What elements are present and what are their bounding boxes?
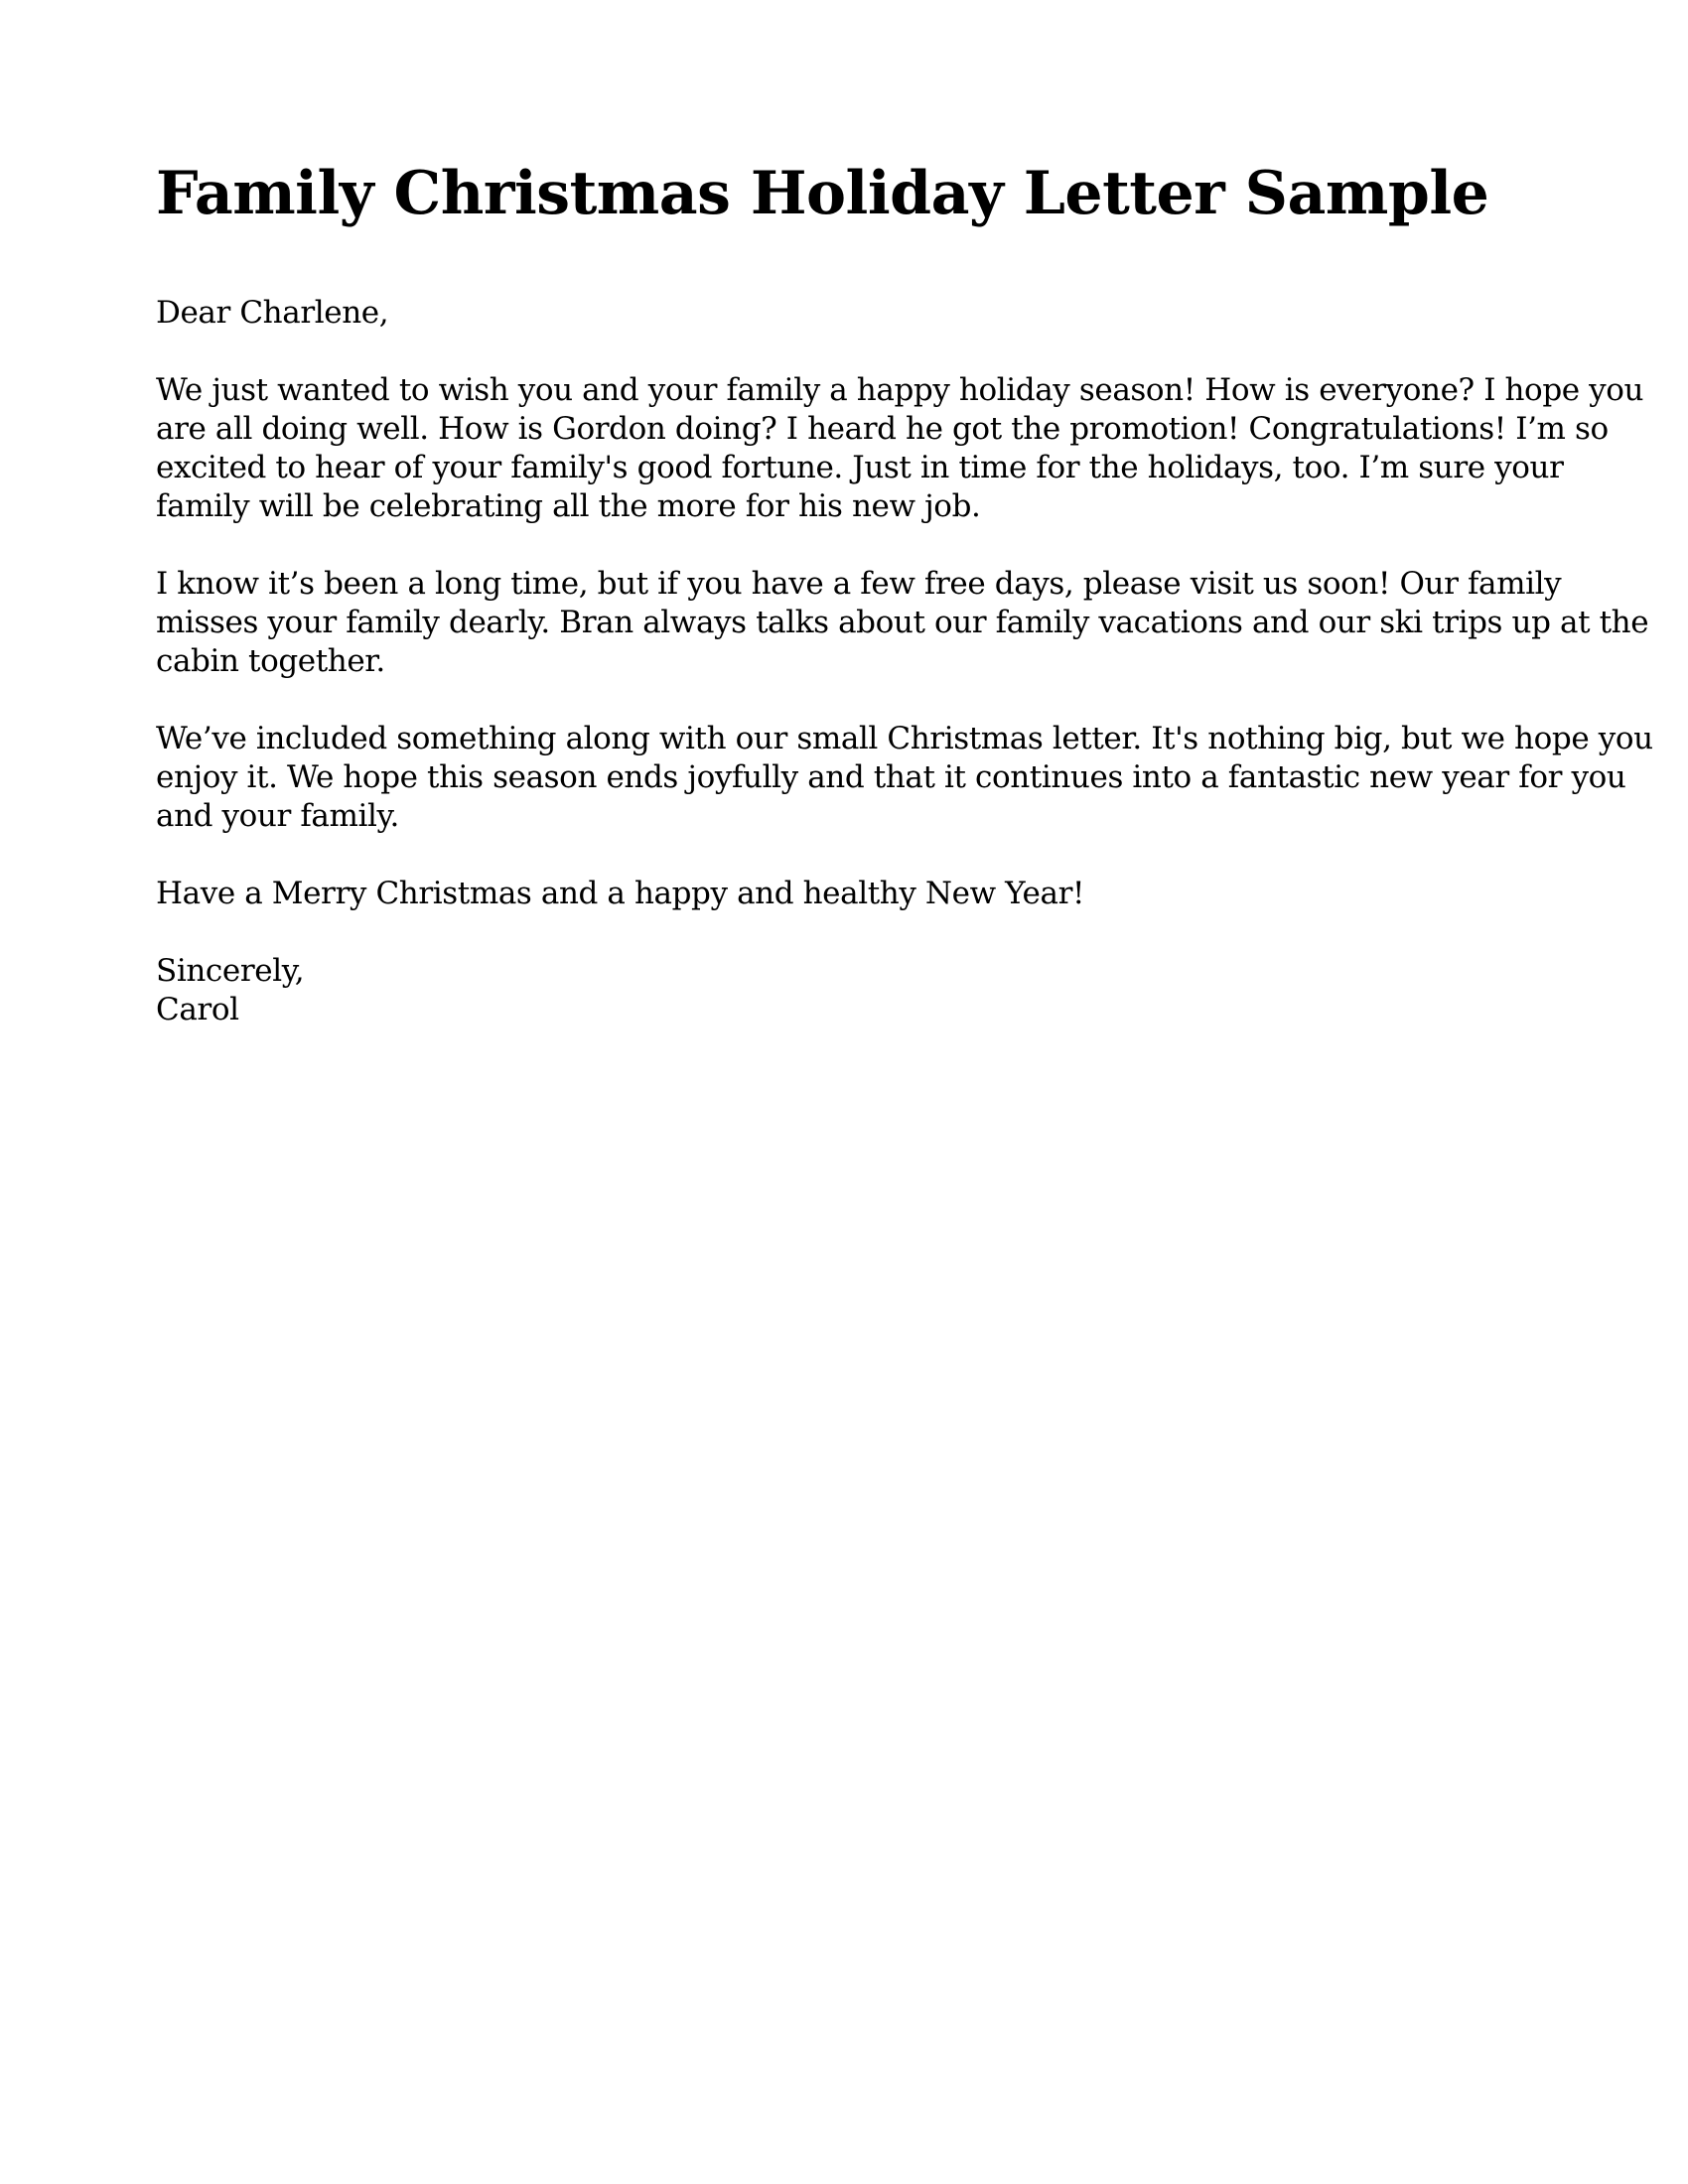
paragraph-1 <box>156 371 1644 526</box>
greeting-line: Dear Charlene, <box>156 295 389 331</box>
paragraph-4 <box>156 875 1546 913</box>
greeting <box>156 294 1546 333</box>
signature-line: Carol <box>156 992 239 1027</box>
page-title: Family Christmas Holiday Letter Sample <box>156 159 1489 228</box>
paragraph-line: family will be celebrating all the more for his new job. <box>156 488 981 524</box>
paragraph-line: excited to hear of your family's good fortune. Just in time for the holidays, too. I’m sure your <box>156 450 1564 485</box>
paragraph-line: I know it’s been a long time, but if you have a few free days, please visit us soon! Our family <box>156 566 1562 602</box>
paragraph-2 <box>156 565 1649 681</box>
sign-off <box>156 952 1546 1029</box>
paragraph-line: Have a Merry Christmas and a happy and healthy New Year! <box>156 876 1085 911</box>
paragraph-line: cabin together. <box>156 643 385 679</box>
paragraph-line: We just wanted to wish you and your family a happy holiday season! How is everyone? I hope you <box>156 372 1644 408</box>
letter-page <box>156 149 1653 1029</box>
paragraph-line: misses your family dearly. Bran always talks about our family vacations and our ski trips up at the <box>156 605 1649 640</box>
closing-line: Sincerely, <box>156 953 305 989</box>
paragraph-line: We’ve included something along with our small Christmas letter. It's nothing big, but we hope you <box>156 721 1653 756</box>
paragraph-line: are all doing well. How is Gordon doing? I heard he got the promotion! Congratulations! I’m so <box>156 411 1609 447</box>
paragraph-line: and your family. <box>156 798 399 834</box>
paragraph-3 <box>156 720 1653 836</box>
paragraph-line: enjoy it. We hope this season ends joyfully and that it continues into a fantastic new year for you <box>156 759 1626 795</box>
letter-body <box>156 294 1653 1029</box>
